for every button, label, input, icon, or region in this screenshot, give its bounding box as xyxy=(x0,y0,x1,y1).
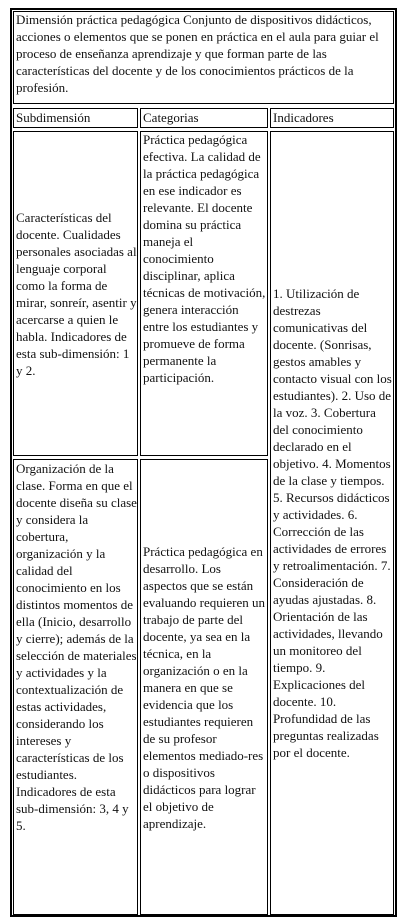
row2-categoria-text: Práctica pedagógica en desarrollo. Los aspectos que se están evaluando requieren un trabajo de parte del docente, ya sea en la técnica, en la organización o en la manera en que se evidencia que los estudiantes requieren de su profesor elementos mediado-res o dispositivos didácticos para lograr el objetivo de aprendizaje. xyxy=(143,543,266,831)
header-categorias: Categorias xyxy=(143,110,199,125)
row2-subdimension-text: Organización de la clase. Forma en que el docente diseña su clase y considera la cobertura, organización y la calidad del conocimiento en los distintos momentos de ella (Inicio, desarrollo y cierre); además de la selección de materiales y actividades y la contextualización de estas actividades, considerando los intereses y características de los estudiantes. Indicadores de esta sub-dimensión: 3, 4 y 5. xyxy=(16,461,137,833)
definition-text: Dimensión práctica pedagógica Conjunto de dispositivos didácticos, acciones o elementos que se ponen en práctica en el aula para guiar el proceso de enseñanza aprendizaje y que forman parte de las características del docente y de los conocimientos prácticos de la profesión. xyxy=(16,12,379,95)
row1-subdimension-wrap xyxy=(16,131,137,456)
row2-categoria-wrap xyxy=(143,459,267,915)
indicadores-wrap xyxy=(273,131,392,915)
header-indicadores: Indicadores xyxy=(273,110,334,125)
row1-categoria-text: Práctica pedagógica efectiva. La calidad de la práctica pedagógica en ese indicador es relevante. El docente domina su práctica maneja el conocimiento disciplinar, aplica técnicas de motivación, genera interacción entre los estudiantes y promueve de forma permanente la participación. xyxy=(143,132,266,385)
row1-subdimension-text: Características del docente. Cualidades personales asociadas al lenguaje corporal como la forma de mirar, sonreír, asentir y acercarse a quien le habla. Indicadores de esta sub-dimensión: 1 y 2. xyxy=(16,209,137,378)
indicadores-text: 1. Utilización de destrezas comunicativas del docente. (Sonrisas, gestos amables y contacto visual con los estudiantes). 2. Uso de la voz. 3. Cobertura del conocimiento declarado en el objetivo. 4. Momentos de la clase y tiempos. 5. Recursos didácticos y actividades. 6. Corrección de las actividades de errores y retroalimentación. 7. Consideración de ayudas ajustadas. 8. Orientación de las actividades, llevando un monitoreo del tiempo. 9. Explicaciones del docente. 10. Profundidad de las preguntas realizadas por el docente. xyxy=(273,286,392,760)
header-subdimension: Subdimensión xyxy=(16,110,91,125)
